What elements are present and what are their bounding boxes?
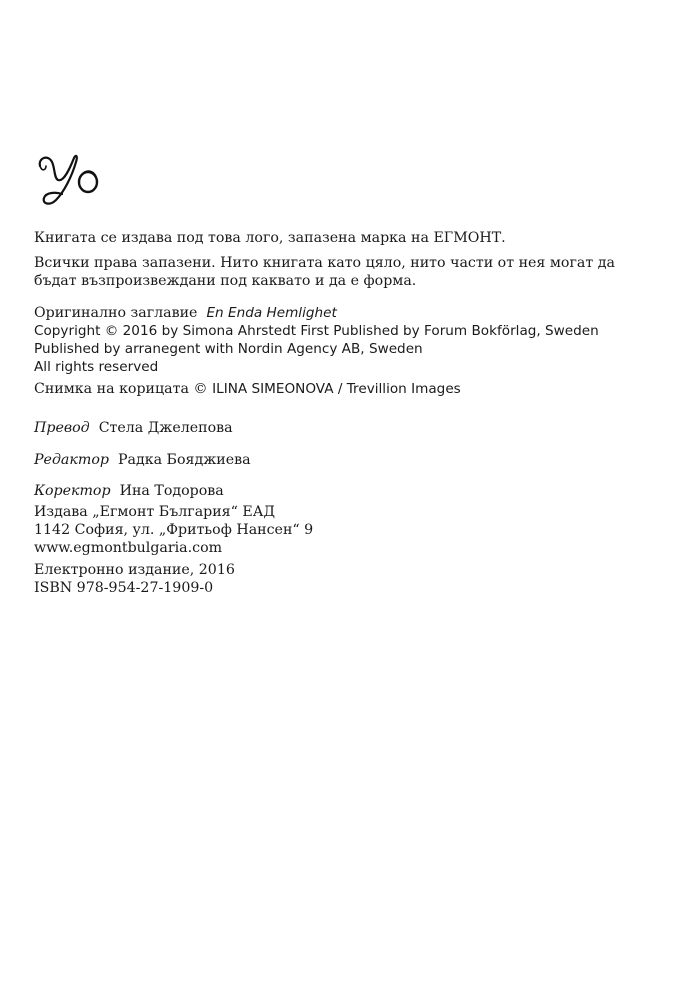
translator-line	[34, 419, 674, 437]
publisher-logo	[34, 148, 104, 208]
editor-block	[34, 451, 674, 469]
rights-block	[34, 254, 674, 290]
cover-credit-label: Снимка на корицата ©	[34, 381, 208, 397]
intro-block	[34, 229, 674, 247]
publisher-block	[34, 482, 674, 597]
publisher-line-1: Издава „Егмонт България“ ЕАД	[34, 504, 276, 520]
proofreader-line	[34, 482, 674, 500]
cover-credit: ILINA SIMEONOVA / Trevillion Images	[212, 381, 461, 397]
translator-label: Превод	[34, 420, 90, 436]
rights-line-1: Всички права запазени. Нито книгата като цяло, нито части от нея могат да	[34, 255, 615, 271]
editor-label: Редактор	[34, 452, 109, 468]
edition-line: Електронно издание, 2016	[34, 562, 235, 578]
proofreader-label: Коректор	[34, 483, 111, 499]
original-title-label: Оригинално заглавие	[34, 305, 198, 321]
translator-block	[34, 419, 674, 437]
copyright-line-3: All rights reserved	[34, 359, 159, 375]
original-title: En Enda Hemlighet	[206, 305, 337, 321]
publisher-website: www.egmontbulgaria.com	[34, 540, 223, 556]
copyright-line-2: Published by arranegent with Nordin Agency AB, Sweden	[34, 341, 423, 357]
logo-trademark-note: Книгата се издава под това лого, запазена марка на ЕГМОНТ.	[34, 230, 506, 246]
rights-line-2: бъдат възпроизвеждани под каквато и да е форма.	[34, 273, 417, 289]
copyright-line-1: Copyright © 2016 by Simona Ahrstedt First Published by Forum Bokförlag, Sweden	[34, 323, 599, 339]
original-title-block	[34, 304, 674, 398]
isbn-line: ISBN 978-954-27-1909-0	[34, 580, 214, 596]
original-title-line	[34, 304, 674, 322]
proofreader-name: Ина Тодорова	[119, 483, 224, 499]
editor-name: Радка Бояджиева	[117, 452, 251, 468]
translator-name: Стела Джелепова	[98, 420, 233, 436]
cover-credit-line	[34, 380, 674, 398]
publisher-address: 1142 София, ул. „Фритьоф Нансен“ 9	[34, 522, 314, 538]
editor-line	[34, 451, 674, 469]
